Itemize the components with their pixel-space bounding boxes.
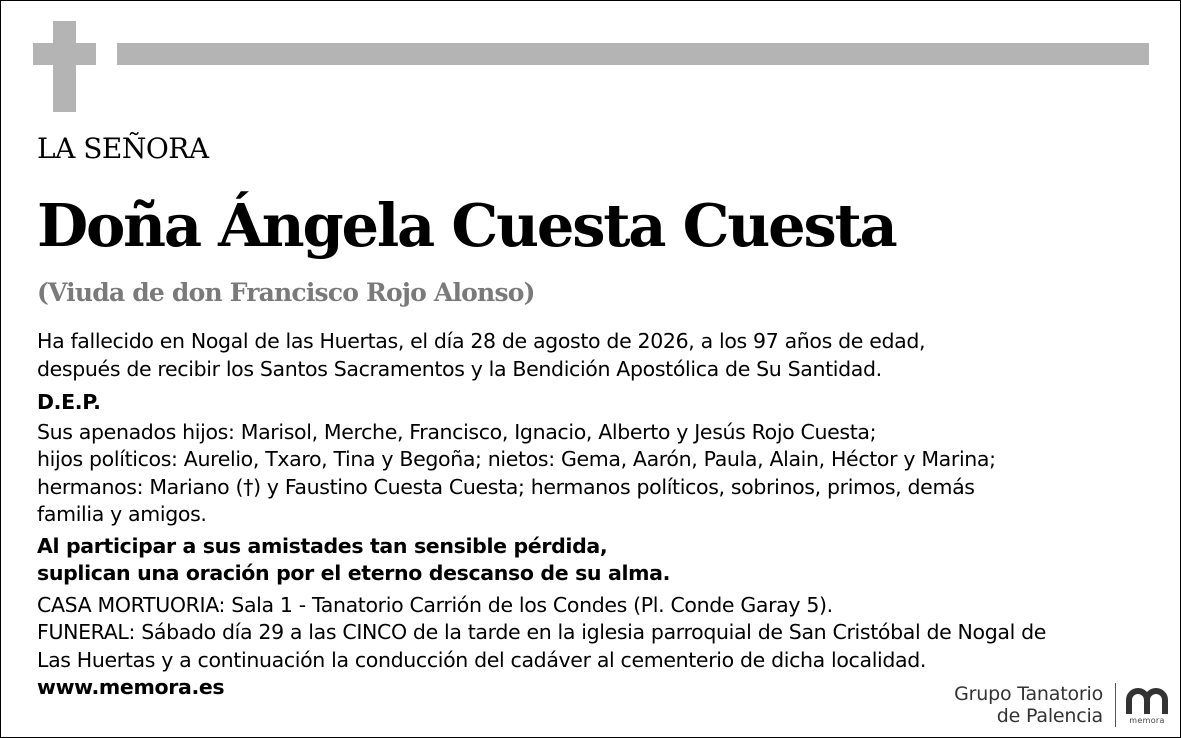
- funeral-home-logo: [954, 682, 1168, 728]
- logo-text: [954, 683, 1103, 727]
- family-line: hermanos: Mariano (†) y Faustino Cuesta Cuesta; hermanos políticos, sobrinos, primos, demás: [37, 474, 975, 499]
- funeral-info-line: Las Huertas y a continuación la conducción del cadáver al cementerio de dicha localidad.: [37, 647, 927, 672]
- funeral-info-line: FUNERAL: Sábado día 29 a las CINCO de la tarde en la iglesia parroquial de San Cristóbal de Nogal de: [37, 620, 1047, 644]
- intro-title: LA SEÑORA: [37, 132, 209, 165]
- family-line: familia y amigos.: [37, 502, 207, 526]
- deceased-name: Doña Ángela Cuesta Cuesta: [37, 191, 896, 260]
- death-notice-line: Ha fallecido en Nogal de las Huertas, el día 28 de agosto de 2026, a los 97 años de edad,: [37, 329, 926, 353]
- logo-brand: memora: [1129, 715, 1165, 725]
- logo-line: de Palencia: [996, 705, 1103, 727]
- obituary-body: [37, 328, 1157, 702]
- family-line: Sus apenados hijos: Marisol, Merche, Francisco, Ignacio, Alberto y Jesús Rojo Cuesta;: [37, 419, 877, 444]
- website-link[interactable]: www.memora.es: [37, 675, 225, 699]
- header-rule: [117, 43, 1149, 65]
- logo-divider: [1115, 683, 1116, 727]
- mortuary-info: CASA MORTUORIA: Sala 1 - Tanatorio Carrión de los Condes (Pl. Conde Garay 5).: [37, 592, 833, 617]
- prayer-request-line: Al participar a sus amistades tan sensible pérdida,: [37, 533, 608, 558]
- family-line: hijos políticos: Aurelio, Txaro, Tina y Begoña; nietos: Gema, Aarón, Paula, Alain, Héctor y Marina;: [37, 447, 996, 471]
- dep-label: D.E.P.: [37, 390, 101, 414]
- prayer-request-line: suplican una oración por el eterno descanso de su alma.: [37, 561, 671, 585]
- widow-subtitle: (Viuda de don Francisco Rojo Alonso): [37, 278, 535, 307]
- memora-logo-icon: [1126, 686, 1168, 725]
- logo-line: Grupo Tanatorio: [954, 683, 1103, 705]
- death-notice-line: después de recibir los Santos Sacramentos y la Bendición Apostólica de Su Santidad.: [37, 356, 882, 381]
